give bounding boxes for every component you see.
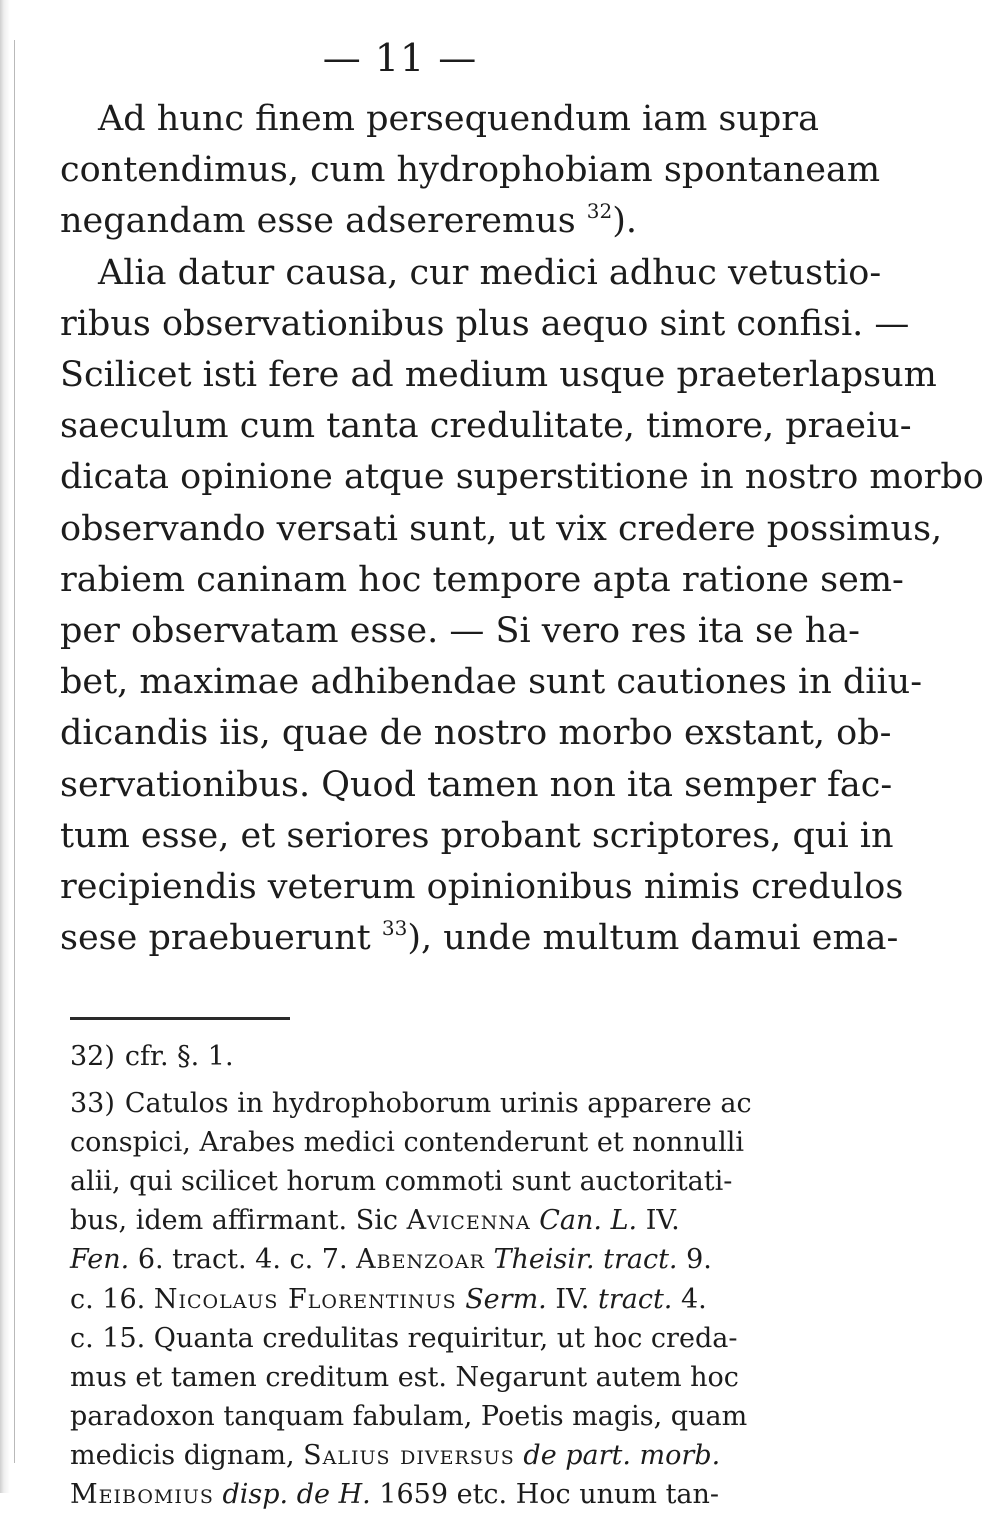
text-line: saeculum cum tanta credulitate, timore, praeiu- — [60, 406, 912, 447]
work-title: Fen. — [70, 1244, 130, 1276]
author-name: Nicolaus Florentinus — [153, 1283, 457, 1315]
footnote-ref-33: 33 — [381, 916, 408, 941]
footnote-line — [70, 1280, 782, 1319]
author-name: Avicenna — [406, 1205, 531, 1237]
text-line: ribus observationibus plus aequo sint confisi. — — [60, 303, 910, 344]
work-title: de part. morb. — [523, 1439, 721, 1471]
footnote-line: paradoxon tanquam fabulam, Poetis magis, quam — [70, 1400, 748, 1432]
footnote-line: c. 15. Quanta credulitas requiritur, ut hoc creda- — [70, 1322, 738, 1354]
author-name: Salius diversus — [303, 1439, 515, 1471]
footnote-line: mus et tamen creditum est. Negarunt autem hoc — [70, 1361, 739, 1393]
footnote-line — [70, 1201, 782, 1240]
footnote-line — [70, 1084, 782, 1123]
text-line: rabiem caninam hoc tempore apta ratione sem- — [60, 559, 904, 600]
text-line — [60, 196, 784, 247]
author-name: Meibomius — [70, 1479, 214, 1511]
text-line: servationibus. Quod tamen non ita semper fac- — [60, 764, 893, 805]
page-number-header: — 11 — — [322, 36, 478, 80]
footnote-text: 4. — [681, 1283, 707, 1315]
footnote-text: IV. — [555, 1283, 590, 1315]
footnote-line — [70, 1475, 782, 1514]
text-line: dicandis iis, quae de nostro morbo exstant, ob- — [60, 713, 892, 754]
footnote-line: conspici, Arabes medici contenderunt et nonnulli — [70, 1127, 744, 1159]
footnote-separator — [70, 1017, 290, 1020]
text-line: observando versati sunt, ut vix credere possimus, — [60, 508, 943, 549]
footnotes — [70, 1037, 782, 1514]
text-line: bet, maximae adhibendae sunt cautiones in diiu- — [60, 662, 923, 703]
gutter-line — [14, 40, 15, 1463]
text-fragment: ) — [407, 918, 421, 959]
footnote-text: medicis dignam, — [70, 1439, 295, 1471]
footnote-label: 32) — [70, 1041, 115, 1072]
text-fragment: sese praebuerunt — [60, 918, 371, 959]
text-line: recipiendis veterum opinionibus nimis credulos — [60, 867, 904, 908]
footnote-label: 33) — [70, 1088, 115, 1120]
footnote-line — [70, 1436, 782, 1475]
text-line: Alia datur causa, cur medici adhuc vetustio- — [98, 252, 882, 293]
footnote-text: IV. — [645, 1205, 680, 1237]
work-title: tract. — [597, 1283, 673, 1315]
text-line — [60, 913, 899, 964]
text-fragment: ). — [612, 201, 638, 242]
footnote-text: bus, idem affirmant. Sic — [70, 1205, 398, 1237]
work-title: Serm. — [465, 1283, 547, 1315]
text-line: contendimus, cum hydrophobiam spontaneam — [60, 150, 881, 191]
main-text — [60, 94, 984, 964]
text-line: Scilicet isti fere ad medium usque praeterlapsum — [60, 355, 937, 396]
footnote-text: cfr. §. 1. — [124, 1041, 234, 1072]
work-title: Can. L. — [539, 1205, 638, 1237]
work-title: Theisir. tract. — [493, 1244, 678, 1276]
book-spine-shadow — [0, 0, 10, 1493]
author-name: Abenzoar — [356, 1244, 485, 1276]
footnote-ref-32: 32 — [586, 199, 613, 224]
text-line: per observatam esse. — Si vero res ita se ha- — [60, 611, 860, 652]
footnote-text: c. 16. — [70, 1283, 146, 1315]
footnote-text: 9. — [686, 1244, 712, 1276]
footnote-text: 1659 etc. Hoc unum tan- — [379, 1479, 720, 1511]
footnote-line — [70, 1240, 782, 1279]
text-fragment: , unde multum damui ema- — [420, 918, 899, 959]
text-line: dicata opinione atque superstitione in nostro morbo — [60, 457, 984, 498]
work-title: disp. de H. — [222, 1479, 371, 1511]
footnote-text: 6. tract. 4. c. 7. — [137, 1244, 348, 1276]
text-line: Ad hunc finem persequendum iam supra — [98, 99, 819, 139]
footnote-33 — [70, 1084, 782, 1514]
text-fragment: negandam esse adsereremus — [60, 201, 576, 242]
footnote-text: Catulos in hydrophoborum urinis apparere ac — [124, 1088, 752, 1120]
text-line: tum esse, et seriores probant scriptores, qui in — [60, 815, 894, 856]
footnote-32 — [70, 1037, 782, 1076]
footnote-line: alii, qui scilicet horum commoti sunt auctoritati- — [70, 1166, 733, 1198]
